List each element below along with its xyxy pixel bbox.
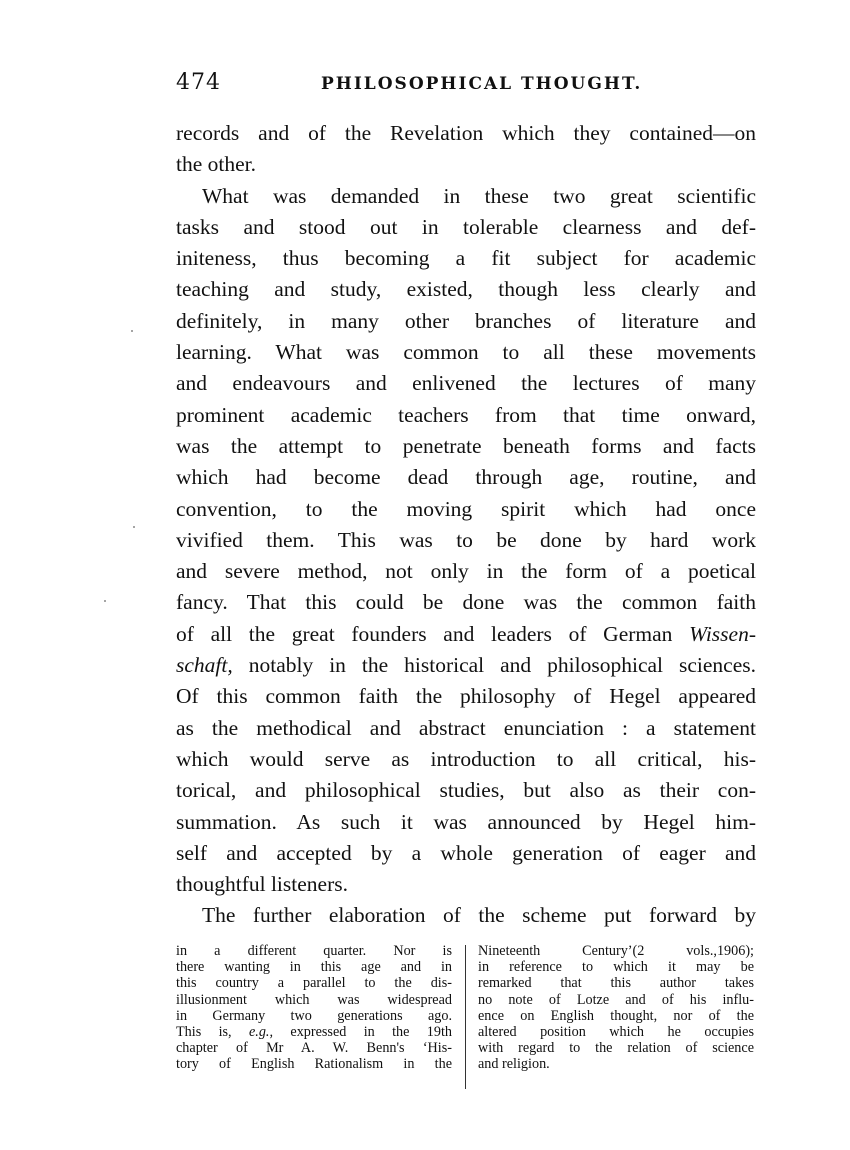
footnote-line: in reference to which it may be: [478, 959, 754, 976]
text-line: summation. As such it was announced by Hegel him-: [176, 809, 756, 834]
text-line: fancy. That this could be done was the common faith: [176, 590, 756, 615]
text-line: and severe method, not only in the form of a poetical: [176, 559, 756, 584]
scan-speck: [131, 330, 133, 332]
footnote-line: and religion.: [478, 1056, 550, 1073]
footnote-line: in Germany two generations ago.: [176, 1007, 452, 1024]
footnote-line: Nineteenth Century’(2 vols.,1906);: [478, 943, 754, 959]
text-line-part: notably in the historical and philosophical sciences.: [232, 653, 756, 678]
footnote-line: [176, 1024, 452, 1040]
text-line: and endeavours and enlivened the lectures of many: [176, 371, 756, 396]
text-line: which had become dead through age, routine, and: [176, 465, 756, 490]
text-line: [176, 650, 756, 681]
text-line: self and accepted by a whole generation of eager and: [176, 840, 756, 865]
page-number: 474: [176, 70, 221, 95]
text-line: learning. What was common to all these movements: [176, 340, 756, 365]
text-line: The further elaboration of the scheme put forward by: [202, 903, 756, 928]
text-line: as the methodical and abstract enunciation : a statement: [176, 715, 756, 740]
text-line: was the attempt to penetrate beneath forms and facts: [176, 433, 756, 458]
page-header: [176, 70, 756, 100]
body-text: [176, 118, 756, 932]
italic-word: Wissen-: [689, 621, 756, 646]
text-line-part: of all the great founders and leaders of German: [176, 621, 673, 646]
text-line: convention, to the moving spirit which had once: [176, 496, 756, 521]
footnote-line: illusionment which was widespread: [176, 991, 452, 1008]
footnote-line: with regard to the relation of science: [478, 1040, 754, 1057]
text-line: which would serve as introduction to all critical, his-: [176, 746, 756, 771]
footnote-column-left: [176, 943, 452, 1073]
text-line: prominent academic teachers from that time onward,: [176, 402, 756, 427]
footnote-line: altered position which he occupies: [478, 1023, 754, 1040]
text-line: vivified them. This was to be done by hard work: [176, 527, 756, 552]
footnote-line: ence on English thought, nor of the: [478, 1007, 754, 1024]
text-line: torical, and philosophical studies, but also as their con-: [176, 778, 756, 803]
footnote-line: tory of English Rationalism in the: [176, 1056, 452, 1073]
italic-word: schaft,: [176, 653, 233, 678]
footnote-line: remarked that this author takes: [478, 975, 754, 992]
text-line: What was demanded in these two great scientific: [202, 183, 756, 208]
text-line: records and of the Revelation which they contained—on: [176, 121, 756, 145]
text-line: initeness, thus becoming a fit subject for academic: [176, 246, 756, 271]
footnote-line: this country a parallel to the dis-: [176, 975, 452, 992]
footnote: [176, 943, 758, 1093]
footnote-line-part: This is,: [176, 1023, 232, 1040]
scan-speck: [133, 526, 135, 528]
footnote-column-right: [478, 943, 754, 1073]
footnote-line: there wanting in this age and in: [176, 959, 452, 976]
footnote-line: chapter of Mr A. W. Benn's ‘His-: [176, 1040, 452, 1057]
footnote-line: in a different quarter. Nor is: [176, 943, 452, 959]
text-line: thoughtful listeners.: [176, 872, 348, 897]
column-divider: [465, 945, 466, 1089]
text-line: tasks and stood out in tolerable clearness and def-: [176, 214, 756, 239]
text-line: definitely, in many other branches of literature and: [176, 308, 756, 333]
scan-speck: [104, 600, 106, 602]
text-line: teaching and study, existed, though less clearly and: [176, 277, 756, 302]
footnote-line: no note of Lotze and of his influ-: [478, 991, 754, 1008]
running-title: PHILOSOPHICAL THOUGHT.: [321, 74, 643, 94]
text-line: [176, 619, 756, 650]
text-line: the other.: [176, 152, 257, 177]
footnote-line-part: expressed in the 19th: [290, 1023, 453, 1040]
italic-abbrev: e.g.,: [248, 1023, 274, 1040]
text-line: Of this common faith the philosophy of Hegel appeared: [176, 684, 756, 709]
